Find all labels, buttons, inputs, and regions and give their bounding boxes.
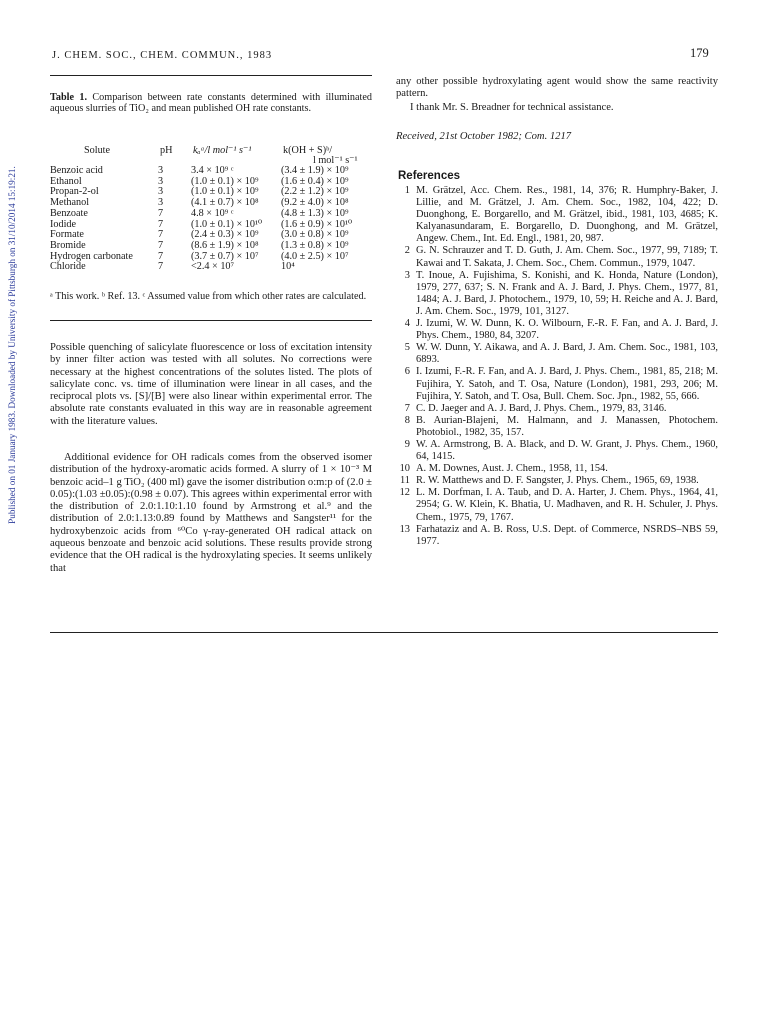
reference-text: A. M. Downes, Aust. J. Chem., 1958, 11, 154. bbox=[416, 463, 608, 475]
cell-solute: Bromide bbox=[50, 239, 86, 251]
table-footnote: ᵃ This work. ᵇ Ref. 13. ᶜ Assumed value from which other rates are calculated. bbox=[50, 291, 367, 302]
cell-solute: Hydrogen carbonate bbox=[50, 250, 133, 262]
reference-number: 9 bbox=[404, 438, 410, 450]
cell-koh: (9.2 ± 4.0) × 10⁸ bbox=[281, 197, 349, 209]
body-paragraph-2: Additional evidence for OH radicals comes from the observed isomer distribution of the hydroxy-aromatic acids formed. A slurry of 1 × 10⁻³ M benzoic acid–1 g TiO₂ (400 ml) gave the isomer distribution o:m:p of (2.0 ± 0.05):(1.03 ±0.05):(0.98 ± 0.07). This agrees within experimental error with the distribution of 2.0:1.10:1.10 found by Armstrong et al.⁹ and the distribution of 2.0:1.13:0.89 found by Matthews and Sangster¹¹ for the hydroxybenzoic acids from ⁶⁰Co γ-ray-generated OH radical attack on aqueous benzoate and benzoic acid solutions. These results provide strong evidence that the OH radical is the hydroxylating species. It seems unlikely that bbox=[50, 452, 372, 574]
cell-koh: (1.6 ± 0.4) × 10⁹ bbox=[281, 175, 349, 187]
cell-ka: 4.8 × 10⁹ ᶜ bbox=[191, 207, 234, 219]
reference-number: 3 bbox=[404, 269, 410, 281]
received-date: Received, 21st October 1982; Com. 1217 bbox=[396, 131, 572, 142]
download-watermark: Published on 01 January 1983. Downloaded by University of Pittsburgh on 31/10/2014 15:19:21. bbox=[7, 166, 17, 524]
cell-ka: (8.6 ± 1.9) × 10⁸ bbox=[191, 239, 259, 251]
cell-koh: (4.8 ± 1.3) × 10⁹ bbox=[281, 207, 349, 219]
table-caption bbox=[50, 92, 372, 114]
reference-item bbox=[396, 270, 718, 318]
reference-item bbox=[396, 475, 718, 487]
reference-item bbox=[396, 487, 718, 523]
cell-ph: 7 bbox=[158, 218, 164, 230]
reference-number: 6 bbox=[404, 366, 410, 378]
cell-koh: (1.3 ± 0.8) × 10⁹ bbox=[281, 239, 349, 251]
table-caption-text: Comparison between rate constants determined with illuminated aqueous slurries of TiO₂ and mean published OH rate constants. bbox=[50, 92, 372, 114]
reference-text: W. A. Armstrong, B. A. Black, and D. W. Grant, J. Phys. Chem., 1960, 64, 1415. bbox=[416, 438, 718, 463]
cell-ph: 3 bbox=[158, 186, 164, 198]
cell-ka: <2.4 × 10⁷ bbox=[191, 261, 235, 273]
acknowledgement: I thank Mr. S. Breadner for technical assistance. bbox=[410, 102, 614, 113]
cell-solute: Propan-2-ol bbox=[50, 186, 99, 198]
page-number: 179 bbox=[690, 46, 709, 60]
cell-solute: Ethanol bbox=[50, 175, 82, 187]
cell-solute: Benzoate bbox=[50, 207, 88, 219]
cell-ka: (3.7 ± 0.7) × 10⁷ bbox=[191, 250, 259, 262]
cell-ka: (2.4 ± 0.3) × 10⁹ bbox=[191, 229, 259, 241]
reference-number: 2 bbox=[404, 245, 410, 257]
cell-ka: (1.0 ± 0.1) × 10¹⁰ bbox=[191, 218, 263, 230]
reference-item bbox=[396, 185, 718, 245]
reference-text: C. D. Jaeger and A. J. Bard, J. Phys. Chem., 1979, 83, 3146. bbox=[416, 402, 667, 414]
reference-number: 11 bbox=[399, 475, 410, 487]
page-bottom-rule bbox=[50, 632, 718, 633]
col-header-koh-unit: l mol⁻¹ s⁻¹ bbox=[313, 155, 358, 166]
cell-ka: 3.4 × 10⁹ ᶜ bbox=[191, 165, 234, 176]
reference-text: Farhataziz and A. B. Ross, U.S. Dept. of Commerce, NSRDS–NBS 59, 1977. bbox=[416, 523, 718, 547]
reference-item bbox=[396, 245, 718, 269]
reference-text: L. M. Dorfman, I. A. Taub, and D. A. Harter, J. Chem. Phys., 1964, 41, 2954; G. W. Klein, K. Bhatia, U. Madhaven, and R. H. Schuler, J. Phys. Chem., 1975, 79, 1767. bbox=[416, 487, 718, 523]
reference-text: I. Izumi, F.-R. F. Fan, and A. J. Bard, J. Phys. Chem., 1981, 85, 218; M. Fujihira, Y. Satoh, and T. Osa, Nature (London), 1981, 293, 206; M. Fujihira, Y. Satoh, and T. Osa, Bull. Chem. Soc. Jpn., 1982, 55, 666. bbox=[416, 366, 718, 402]
reference-text: W. W. Dunn, Y. Aikawa, and A. J. Bard, J. Am. Chem. Soc., 1981, 103, 6893. bbox=[416, 342, 718, 366]
cell-koh: (3.0 ± 0.8) × 10⁹ bbox=[281, 229, 349, 241]
running-header: J. CHEM. SOC., CHEM. COMMUN., 1983 bbox=[52, 50, 273, 61]
table-caption-label: Table 1. bbox=[50, 92, 87, 103]
reference-item bbox=[396, 403, 718, 415]
body-paragraph-1: Possible quenching of salicylate fluorescence or loss of excitation intensity by inner filter action was tested with all solutes. No corrections were necessary at the highest concentrations of the solutes listed. The plots of salicylate conc. vs. time of illumination were linear in all cases, and the reciprocal plots vs. [S]/[B] were also linear within experimental error. The absolute rate constants evaluated in this way are in reasonable agreement with the literature values. bbox=[50, 342, 372, 427]
body-paragraph-3: any other possible hydroxylating agent would show the same reactivity pattern. bbox=[396, 76, 718, 100]
reference-number: 13 bbox=[399, 523, 410, 535]
reference-item bbox=[396, 318, 718, 342]
reference-text: T. Inoue, A. Fujishima, S. Konishi, and K. Honda, Nature (London), 1979, 277, 637; S. N. Frank and A. J. Bard, J. Phys. Chem., 1977, 81, 1484; A. J. Bard, J. Photochem., 1979, 10, 59; H. Reiche and A. J. Bard, J. Am. Chem. Soc., 1979, 101, 3127. bbox=[416, 269, 718, 317]
cell-ph: 3 bbox=[158, 197, 164, 209]
cell-ka: (1.0 ± 0.1) × 10⁹ bbox=[191, 186, 259, 198]
references-heading: References bbox=[398, 170, 461, 182]
cell-solute: Formate bbox=[50, 229, 84, 241]
reference-number: 5 bbox=[404, 342, 410, 354]
reference-number: 1 bbox=[404, 185, 410, 196]
cell-ka: (4.1 ± 0.7) × 10⁸ bbox=[191, 197, 259, 209]
reference-text: M. Grätzel, Acc. Chem. Res., 1981, 14, 376; R. Humphry-Baker, J. Lillie, and M. Grätzel, J. Am. Chem. Soc., 1982, 104, 422; D. Duonghong, E. Borgarello, and M. Grätzel, ibid., 1981, 103, 4685; K. Kalyanasundaram, E. Borgarello, D. Duonghong, and M. Grätzel, Angew. Chem., Int. Ed. Engl., 1981, 20, 987. bbox=[416, 185, 718, 245]
col-header-koh: k(OH + S)ᵇ/ bbox=[283, 145, 333, 156]
reference-text: G. N. Schrauzer and T. D. Guth, J. Am. Chem. Soc., 1977, 99, 7189; T. Kawai and T. Sakata, J. Chem. Soc., Chem. Commun., 1979, 1047. bbox=[416, 245, 718, 269]
reference-item bbox=[396, 439, 718, 463]
cell-solute: Methanol bbox=[50, 197, 90, 209]
cell-koh: 10⁴ bbox=[281, 261, 295, 273]
table-top-rule bbox=[50, 75, 372, 76]
col-header-ph: pH bbox=[160, 145, 173, 156]
reference-text: B. Aurian-Blajeni, M. Halmann, and J. Manassen, Photochem. Photobiol., 1982, 35, 157. bbox=[416, 414, 718, 438]
reference-number: 10 bbox=[399, 463, 410, 475]
rate-constant-table bbox=[50, 166, 381, 273]
reference-number: 4 bbox=[404, 318, 410, 330]
table-row bbox=[50, 209, 381, 220]
reference-number: 12 bbox=[399, 487, 410, 499]
table-bottom-rule bbox=[50, 320, 372, 321]
cell-ph: 7 bbox=[158, 229, 164, 241]
cell-ph: 3 bbox=[158, 175, 164, 187]
reference-item bbox=[396, 366, 718, 402]
cell-koh: (2.2 ± 1.2) × 10⁹ bbox=[281, 186, 349, 198]
cell-koh: (4.0 ± 2.5) × 10⁷ bbox=[281, 250, 349, 262]
cell-koh: (3.4 ± 1.9) × 10⁹ bbox=[281, 165, 349, 176]
cell-ph: 7 bbox=[158, 261, 164, 273]
reference-item bbox=[396, 463, 718, 475]
col-header-ka: kₐᵃ/l mol⁻¹ s⁻¹ bbox=[193, 145, 252, 156]
cell-ph: 7 bbox=[158, 239, 164, 251]
reference-item bbox=[396, 524, 718, 548]
cell-solute: Benzoic acid bbox=[50, 165, 103, 176]
cell-koh: (1.6 ± 0.9) × 10¹⁰ bbox=[281, 218, 353, 230]
reference-item bbox=[396, 342, 718, 366]
col-header-solute: Solute bbox=[84, 145, 111, 156]
reference-list bbox=[396, 185, 718, 548]
cell-solute: Iodide bbox=[50, 218, 77, 230]
cell-ka: (1.0 ± 0.1) × 10⁹ bbox=[191, 175, 259, 187]
cell-ph: 7 bbox=[158, 250, 164, 262]
table-row bbox=[50, 262, 381, 273]
reference-text: J. Izumi, W. W. Dunn, K. O. Wilbourn, F.-R. F. Fan, and A. J. Bard, J. Phys. Chem., 1980, 84, 3207. bbox=[416, 318, 718, 342]
reference-item bbox=[396, 415, 718, 439]
reference-number: 7 bbox=[404, 402, 410, 414]
cell-ph: 3 bbox=[158, 165, 164, 176]
reference-text: R. W. Matthews and D. F. Sangster, J. Phys. Chem., 1965, 69, 1938. bbox=[416, 475, 699, 487]
cell-ph: 7 bbox=[158, 207, 164, 219]
reference-number: 8 bbox=[404, 414, 410, 426]
cell-solute: Chloride bbox=[50, 261, 86, 273]
